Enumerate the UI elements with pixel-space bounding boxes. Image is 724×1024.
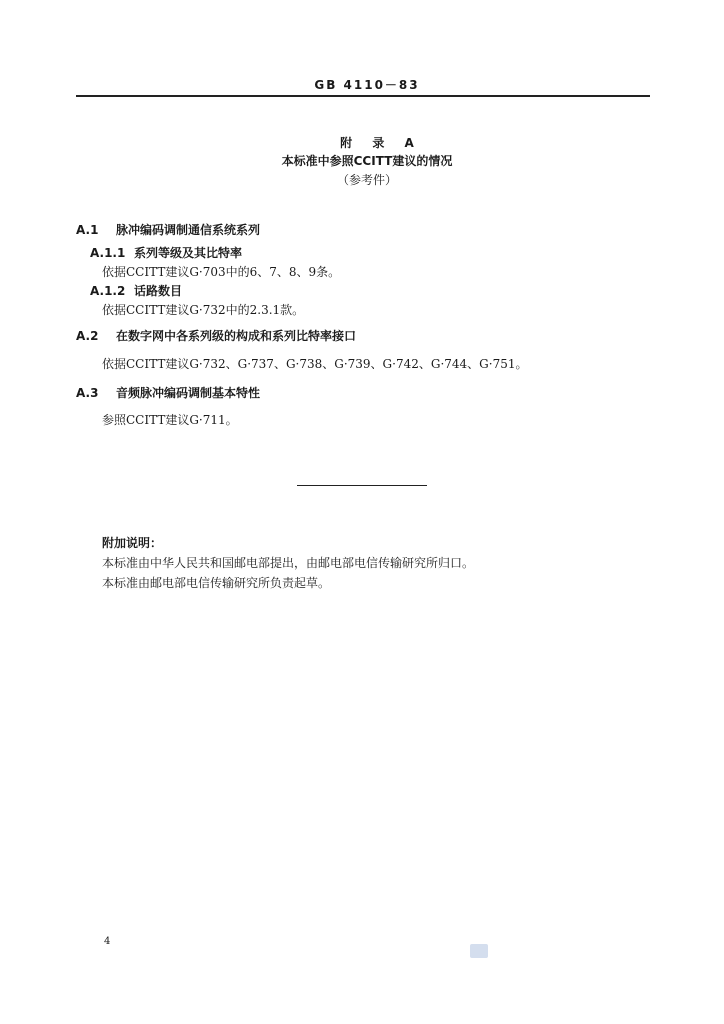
section-a3-body: 参照CCITT建议G·711。 (102, 413, 238, 427)
appendix-label: 附 录 A (340, 136, 422, 150)
section-a2-heading (76, 327, 356, 344)
page-number: 4 (104, 936, 111, 947)
standard-code: GB 4110－83 (314, 78, 420, 92)
section-title: 音频脉冲编码调制基本特性 (116, 386, 261, 400)
section-title: 脉冲编码调制通信系统系列 (116, 223, 261, 237)
section-separator (297, 485, 427, 486)
section-title: 话路数目 (134, 284, 183, 298)
section-title: 系列等级及其比特率 (134, 246, 243, 260)
section-a11-heading (90, 244, 242, 261)
watermark-logo (470, 944, 488, 958)
section-title: 在数字网中各系列级的构成和系列比特率接口 (116, 329, 357, 343)
appendix-title: 本标准中参照CCITT建议的情况 (281, 154, 453, 168)
section-a12-body: 依据CCITT建议G·732中的2.3.1款。 (102, 303, 305, 317)
section-number: A.1 (76, 223, 99, 237)
section-a11-body: 依据CCITT建议G·703中的6、7、8、9条。 (102, 265, 341, 279)
section-number: A.2 (76, 329, 99, 343)
additional-notes-line: 本标准由中华人民共和国邮电部提出，由邮电部电信传输研究所归口。 (102, 556, 475, 570)
section-number: A.3 (76, 386, 99, 400)
section-number: A.1.2 (90, 284, 126, 298)
header-rule (76, 95, 650, 97)
appendix-note: （参考件） (336, 173, 397, 187)
section-a2-body: 依据CCITT建议G·732、G·737、G·738、G·739、G·742、G·744、G·751。 (102, 357, 528, 371)
section-a1-heading (76, 221, 260, 238)
section-number: A.1.1 (90, 246, 126, 260)
additional-notes-line: 本标准由邮电部电信传输研究所负责起草。 (102, 576, 331, 590)
section-a3-heading (76, 384, 260, 401)
section-a12-heading (90, 282, 182, 299)
additional-notes-heading: 附加说明： (102, 536, 163, 550)
